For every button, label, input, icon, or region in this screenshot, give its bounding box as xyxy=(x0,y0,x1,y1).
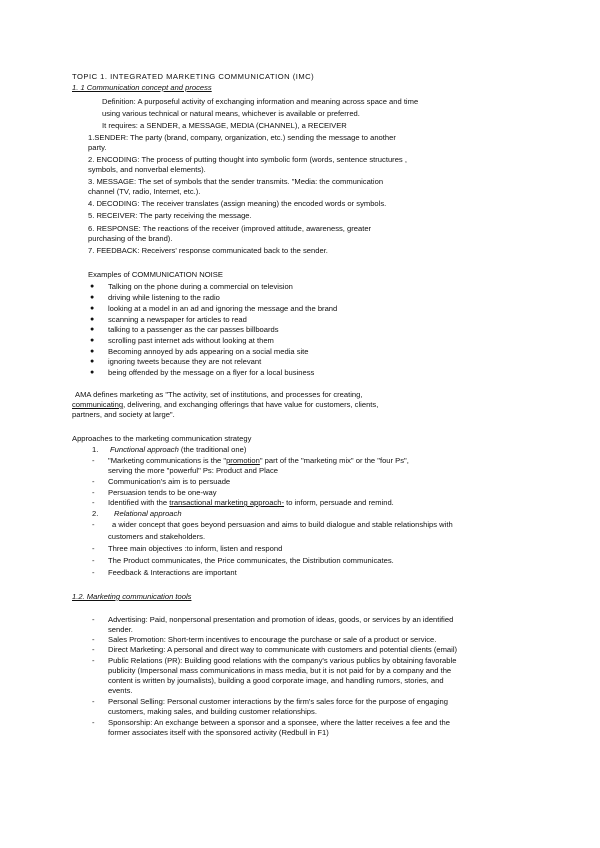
noise-heading: Examples of COMMUNICATION NOISE xyxy=(88,270,223,279)
list-number: 1. xyxy=(92,445,99,454)
process-step-line: 5. RECEIVER: The party receiving the message. xyxy=(88,211,252,220)
list-item: Talking on the phone during a commercial on television xyxy=(108,282,293,291)
quote-post: " part of the "marketing mix" or the "four Ps", xyxy=(259,456,409,465)
dash-bullet: - xyxy=(92,456,95,465)
page-title: TOPIC 1. INTEGRATED MARKETING COMMUNICATION (IMC) xyxy=(72,72,315,81)
list-item: Becoming annoyed by ads appearing on a social media site xyxy=(108,347,309,356)
process-step-line: 7. FEEDBACK: Receivers' response communicated back to the sender. xyxy=(88,246,328,255)
definition-line: using various technical or natural means, whichever is available or preferred. xyxy=(102,109,360,118)
bullet-icon: ● xyxy=(90,294,95,301)
list-item: Sponsorship: An exchange between a sponsor and a sponsee, where the latter receives a fee and the xyxy=(108,718,450,727)
dash-bullet: - xyxy=(92,488,95,497)
dash-bullet: - xyxy=(92,556,95,565)
section-heading-communication-concept: 1. 1 Communication concept and process xyxy=(72,83,212,92)
process-step-line: 1.SENDER: The party (brand, company, organization, etc.) sending the message to another xyxy=(88,133,396,142)
bullet-icon: ● xyxy=(90,348,95,355)
list-item: Advertising: Paid, nonpersonal presentation and promotion of ideas, goods, or services by an identified xyxy=(108,615,454,624)
list-item-continuation: customers and stakeholders. xyxy=(108,532,206,541)
dash-bullet: - xyxy=(92,645,95,654)
process-step-line: purchasing of the brand). xyxy=(88,234,173,243)
process-step-line: party. xyxy=(88,143,107,152)
dash-bullet: - xyxy=(92,477,95,486)
list-item-continuation: sender. xyxy=(108,625,133,634)
list-item xyxy=(108,456,409,465)
list-item: scanning a newspaper for articles to read xyxy=(108,315,247,324)
quote-pre: "Marketing communications is the " xyxy=(108,456,227,465)
list-item: driving while listening to the radio xyxy=(108,293,220,302)
dash-bullet: - xyxy=(92,544,95,553)
ama-definition-line: AMA defines marketing as "The activity, set of institutions, and processes for creating, xyxy=(75,390,363,399)
section-heading-marketing-tools: 1.2. Marketing communication tools xyxy=(72,592,192,601)
ama-definition-line-rest: , delivering, and exchanging offerings that have value for customers, clients, xyxy=(123,400,379,409)
list-item-continuation: events. xyxy=(108,686,133,695)
dash-bullet: - xyxy=(92,656,95,665)
dash-bullet: - xyxy=(92,520,95,529)
functional-approach-label: Functional approach xyxy=(110,445,179,454)
list-item: a wider concept that goes beyond persuasion and aims to build dialogue and stable relationships with xyxy=(112,520,453,529)
list-item: Persuasion tends to be one-way xyxy=(108,488,217,497)
list-item-continuation: serving the more "powerful" Ps: Product and Place xyxy=(108,466,279,475)
ama-definition-line xyxy=(72,400,378,409)
dash-bullet: - xyxy=(92,697,95,706)
process-step-line: 6. RESPONSE: The reactions of the receiver (improved attitude, awareness, greater xyxy=(88,224,372,233)
process-step-line: 3. MESSAGE: The set of symbols that the sender transmits. "Media: the communication xyxy=(88,177,384,186)
list-item: Direct Marketing: A personal and direct way to communicate with customers and potential clients (email) xyxy=(108,645,458,654)
dash-bullet: - xyxy=(92,615,95,624)
list-item: Feedback & Interactions are important xyxy=(108,568,237,577)
promotion-underlined: promotion xyxy=(226,456,260,465)
process-step-line: channel (TV, radio, Internet, etc.). xyxy=(88,187,201,196)
list-item-continuation: content is written by journalists), building a good corporate image, and handling rumors, stories, and xyxy=(108,676,444,685)
bullet-icon: ● xyxy=(90,358,95,365)
list-item: scrolling past internet ads without looking at them xyxy=(108,336,274,345)
dash-bullet: - xyxy=(92,635,95,644)
approaches-heading: Approaches to the marketing communication strategy xyxy=(72,434,252,443)
ama-definition-line: partners, and society at large". xyxy=(72,410,175,419)
bullet-icon: ● xyxy=(90,369,95,376)
process-step-line: symbols, and nonverbal elements). xyxy=(88,165,206,174)
list-item: Three main objectives :to inform, listen and respond xyxy=(108,544,283,553)
dash-bullet: - xyxy=(92,568,95,577)
list-item: Sales Promotion: Short-term incentives to encourage the purchase or sale of a product or service. xyxy=(108,635,437,644)
list-item-continuation: publicity (Impersonal mass communications in mass media, but it is not paid for by a company and the xyxy=(108,666,452,675)
list-item-continuation: former associates itself with the sponsored activity (Redbull in F1) xyxy=(108,728,329,737)
bullet-icon: ● xyxy=(90,316,95,323)
transactional-approach-underlined: transactional marketing approach- xyxy=(169,498,285,507)
list-item: looking at a model in an ad and ignoring the message and the brand xyxy=(108,304,338,313)
identified-pre: Identified with the xyxy=(108,498,170,507)
list-item: being offended by the message on a flyer for a local business xyxy=(108,368,315,377)
process-step-line: 2. ENCODING: The process of putting thought into symbolic form (words, sentence structures , xyxy=(88,155,407,164)
list-item: Public Relations (PR): Building good relations with the company's various publics by obtaining favorable xyxy=(108,656,457,665)
bullet-icon: ● xyxy=(90,305,95,312)
definition-line: It requires: a SENDER, a MESSAGE, MEDIA (CHANNEL), a RECEIVER xyxy=(102,121,347,130)
list-item: Personal Selling: Personal customer interactions by the firm's sales force for the purpose of engaging xyxy=(108,697,448,706)
list-item xyxy=(108,498,394,507)
identified-post: to inform, persuade and remind. xyxy=(284,498,394,507)
definition-line: Definition: A purposeful activity of exchanging information and meaning across space and time xyxy=(102,97,419,106)
list-item: talking to a passenger as the car passes billboards xyxy=(108,325,279,334)
list-item: Communication's aim is to persuade xyxy=(108,477,231,486)
functional-approach-title xyxy=(110,445,246,454)
list-item-continuation: customers, making sales, and building customer relationships. xyxy=(108,707,317,716)
dash-bullet: - xyxy=(92,718,95,727)
bullet-icon: ● xyxy=(90,337,95,344)
communicating-underlined: communicating xyxy=(72,400,124,409)
dash-bullet: - xyxy=(92,498,95,507)
list-item: ignoring tweets because they are not relevant xyxy=(108,357,262,366)
bullet-icon: ● xyxy=(90,326,95,333)
process-step-line: 4. DECODING: The receiver translates (assign meaning) the encoded words or symbols. xyxy=(88,199,387,208)
list-number: 2. xyxy=(92,509,99,518)
functional-approach-suffix: (the traditional one) xyxy=(178,445,247,454)
bullet-icon: ● xyxy=(90,283,95,290)
relational-approach-title: Relational approach xyxy=(114,509,182,518)
list-item: The Product communicates, the Price communicates, the Distribution communicates. xyxy=(108,556,394,565)
